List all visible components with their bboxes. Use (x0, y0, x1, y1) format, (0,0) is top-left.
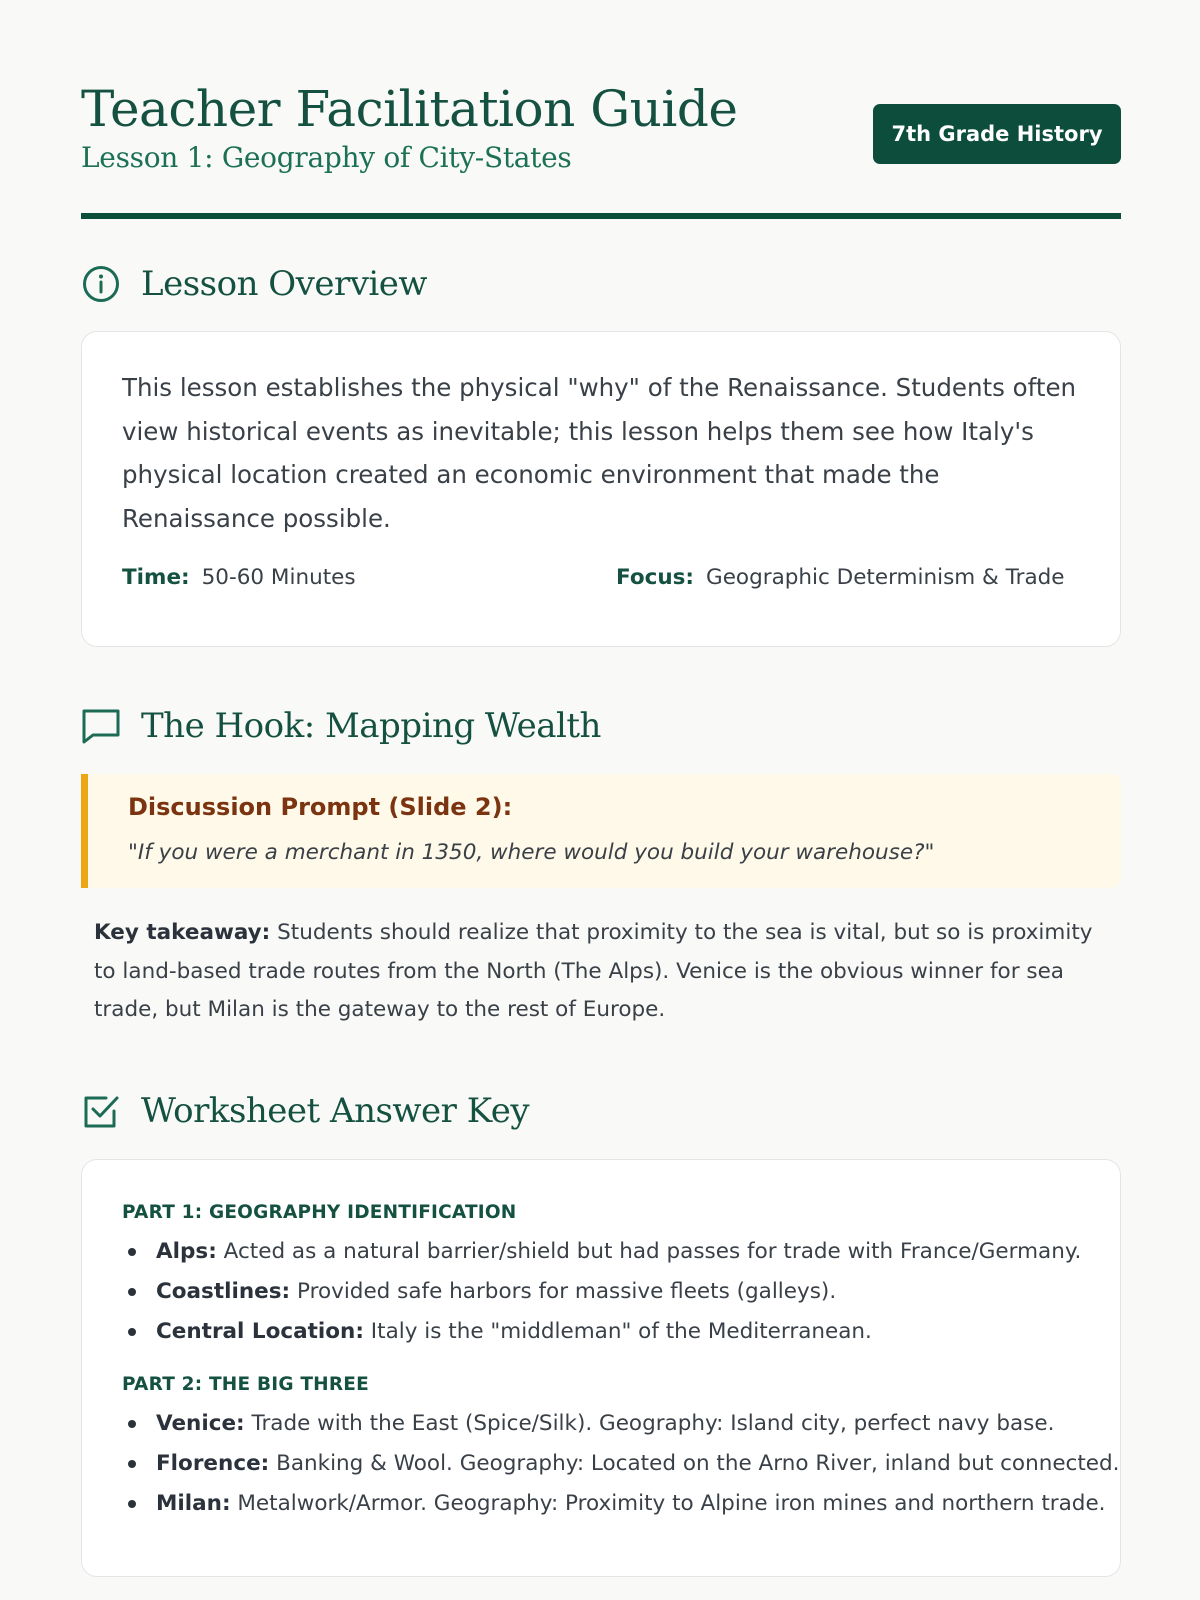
focus-meta (616, 560, 1065, 596)
overview-text: This lesson establishes the physical "why" of the Renaissance. Students often view historical events as inevitable; this lesson helps them see how Italy's physical location created an economic environment that made the Renaissance possible. (122, 373, 1077, 533)
prompt-quote: "If you were a merchant in 1350, where would you build your warehouse?" (128, 840, 935, 865)
part-2-title: PART 2: THE BIG THREE (122, 1373, 369, 1395)
info-icon (81, 264, 121, 304)
overview-heading-text: Lesson Overview (141, 264, 428, 304)
list-item (122, 1484, 1106, 1524)
takeaway-label: Key takeaway: (94, 920, 271, 945)
discussion-prompt-box (81, 774, 1121, 888)
header-divider (81, 213, 1121, 219)
overview-card (81, 331, 1121, 647)
checkbox-icon (81, 1091, 121, 1131)
answer-text: Banking & Wool. Geography: Located on the Arno River, inland but connected. (269, 1450, 1120, 1476)
focus-value: Geographic Determinism & Trade (706, 565, 1065, 590)
list-item (122, 1444, 1120, 1484)
bullet-icon (128, 1288, 136, 1296)
list-item (122, 1272, 1080, 1312)
list-item (122, 1404, 1080, 1444)
answer-term: Central Location: (156, 1318, 364, 1344)
list-item (122, 1312, 1080, 1352)
answer-term: Milan: (156, 1490, 231, 1516)
list-item (122, 1232, 1080, 1272)
answer-text: Italy is the "middleman" of the Mediterranean. (363, 1318, 872, 1344)
worksheet-heading-text: Worksheet Answer Key (141, 1090, 530, 1131)
answer-term: Alps: (156, 1238, 217, 1264)
page-header (81, 78, 1121, 210)
time-value: 50-60 Minutes (201, 565, 356, 590)
hook-heading-text: The Hook: Mapping Wealth (141, 706, 601, 746)
takeaway-text: Students should realize that proximity to the sea is vital, but so is proximity to land-based trade routes from the North (The Alps). Venice is the obvious winner for sea trade, but Milan is the gateway to the rest of Europe. (94, 920, 1093, 1022)
answer-text: Metalwork/Armor. Geography: Proximity to Alpine iron mines and northern trade. (230, 1490, 1106, 1516)
worksheet-section-heading (81, 1086, 1121, 1136)
answer-text: Acted as a natural barrier/shield but had passes for trade with France/Germany. (216, 1238, 1082, 1264)
speech-bubble-icon (81, 706, 121, 746)
part-1-list (122, 1232, 1080, 1352)
focus-label: Focus: (616, 565, 695, 590)
time-label: Time: (122, 565, 190, 590)
grade-badge: 7th Grade History (873, 104, 1121, 164)
page-title: Teacher Facilitation Guide (81, 80, 738, 138)
answer-key-card (81, 1159, 1121, 1577)
bullet-icon (128, 1248, 136, 1256)
time-meta (122, 560, 356, 596)
answer-text: Provided safe harbors for massive fleets (galleys). (290, 1278, 837, 1304)
answer-term: Florence: (156, 1450, 270, 1476)
hook-section-heading (81, 701, 1121, 751)
answer-term: Coastlines: (156, 1278, 291, 1304)
lesson-subtitle: Lesson 1: Geography of City-States (81, 141, 572, 174)
bullet-icon (128, 1500, 136, 1508)
answer-term: Venice: (156, 1410, 245, 1436)
bullet-icon (128, 1460, 136, 1468)
bullet-icon (128, 1328, 136, 1336)
bullet-icon (128, 1420, 136, 1428)
prompt-title: Discussion Prompt (Slide 2): (128, 793, 513, 821)
overview-section-heading (81, 259, 1121, 309)
answer-text: Trade with the East (Spice/Silk). Geography: Island city, perfect navy base. (244, 1410, 1055, 1436)
overview-meta (122, 560, 1080, 596)
guide-page (81, 0, 1121, 1577)
key-takeaway (94, 914, 1094, 1030)
part-2-list (122, 1404, 1120, 1524)
part-1-title: PART 1: GEOGRAPHY IDENTIFICATION (122, 1201, 517, 1223)
